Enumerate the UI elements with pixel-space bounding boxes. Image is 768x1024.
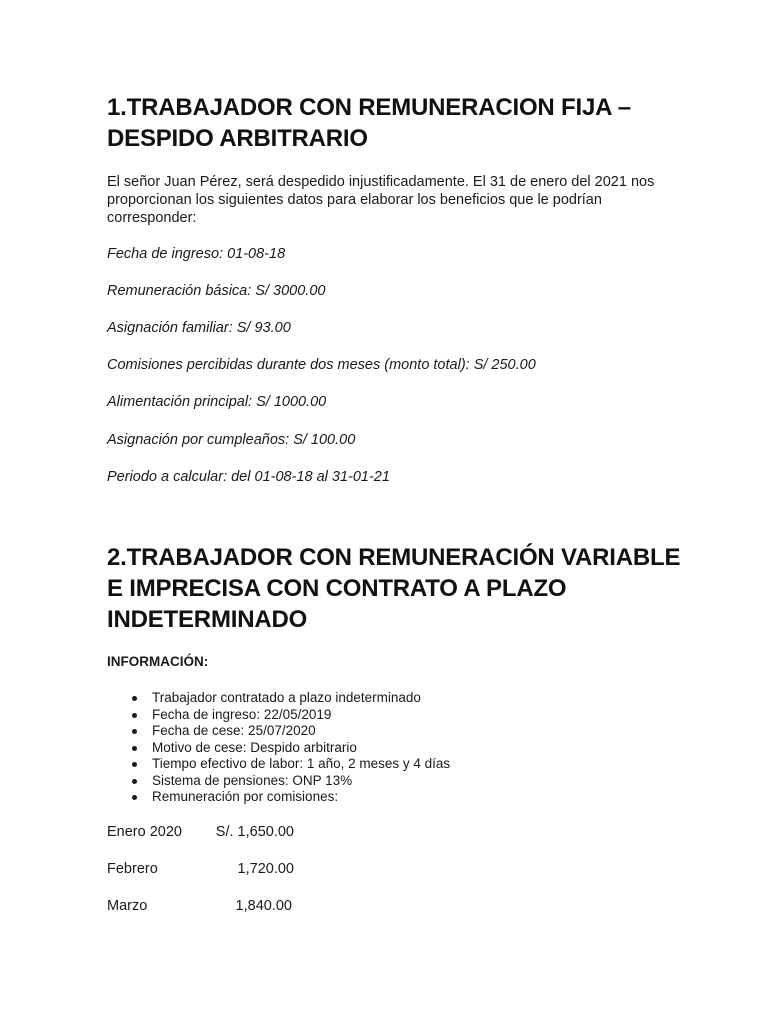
fact-asignacion-familiar: Asignación familiar: S/ 93.00 xyxy=(107,320,291,336)
list-item: Motivo de cese: Despido arbitrario xyxy=(152,740,450,757)
commission-month: Marzo xyxy=(107,898,148,914)
commission-row-enero xyxy=(107,824,367,844)
section-1-intro: El señor Juan Pérez, será despedido injustificadamente. El 31 de enero del 2021 nos proporcionan los siguientes datos para elaborar los beneficios que le podrían corresponder: xyxy=(107,174,655,226)
list-item: Tiempo efectivo de labor: 1 año, 2 meses y 4 días xyxy=(152,756,451,771)
fact-remuneracion-basica: Remuneración básica: S/ 3000.00 xyxy=(107,283,326,299)
fact-comisiones: Comisiones percibidas durante dos meses (monto total): S/ 250.00 xyxy=(107,357,536,373)
section-2-title: 2.TRABAJADOR CON REMUNERACIÓN VARIABLE E IMPRECISA CON CONTRATO A PLAZO INDETERMINADO xyxy=(107,544,681,633)
fact-fecha-ingreso: Fecha de ingreso: 01-08-18 xyxy=(107,246,286,262)
fact-alimentacion: Alimentación principal: S/ 1000.00 xyxy=(107,394,327,410)
commission-amount: 1,720.00 xyxy=(237,861,294,877)
info-bullet-list xyxy=(107,690,450,806)
list-item: Fecha de ingreso: 22/05/2019 xyxy=(152,707,450,724)
commission-amount: S/. 1,650.00 xyxy=(215,824,294,840)
list-item: Fecha de cese: 25/07/2020 xyxy=(152,723,450,740)
commission-month: Febrero xyxy=(107,861,158,877)
list-item: Sistema de pensiones: ONP 13% xyxy=(152,773,450,790)
fact-periodo: Periodo a calcular: del 01-08-18 al 31-01-21 xyxy=(107,469,390,485)
info-heading: INFORMACIÓN: xyxy=(107,654,209,669)
list-item: Remuneración por comisiones: xyxy=(152,789,450,806)
list-item: Trabajador contratado a plazo indeterminado xyxy=(152,690,450,707)
section-1-title: 1.TRABAJADOR CON REMUNERACION FIJA – DESPIDO ARBITRARIO xyxy=(107,94,631,152)
commission-amount: 1,840.00 xyxy=(235,898,292,914)
commission-row-febrero xyxy=(107,861,367,881)
commission-month: Enero 2020 xyxy=(107,824,182,840)
commission-row-marzo xyxy=(107,898,367,918)
fact-asignacion-cumpleanos: Asignación por cumpleaños: S/ 100.00 xyxy=(107,432,356,448)
